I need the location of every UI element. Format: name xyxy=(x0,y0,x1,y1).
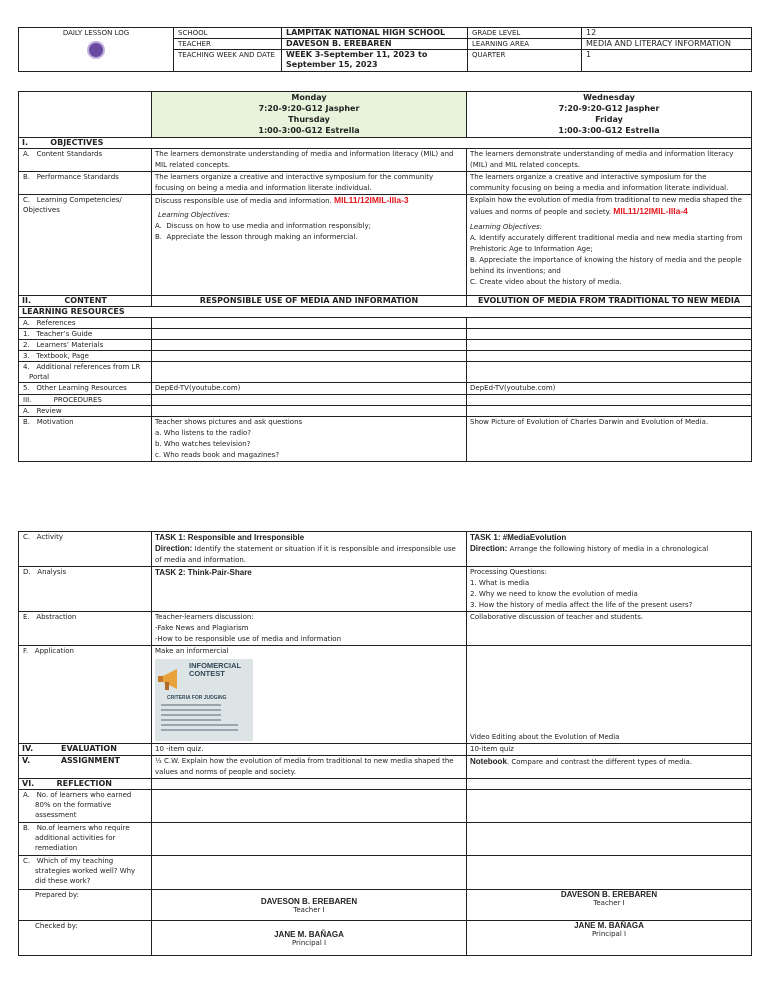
abstraction-mon-line: Teacher-learners discussion: xyxy=(155,613,254,621)
application-label: F. Application xyxy=(19,646,152,744)
other-resources-mon: DepEd-TV(youtube.com) xyxy=(152,383,467,395)
content-standards-mon: The learners demonstrate understanding of media and information literacy (MIL) and MIL related concepts. xyxy=(152,149,467,172)
assignment-wed-text: . Compare and contrast the different types of media. xyxy=(506,758,692,766)
analysis-wed-line: 2. Why we need to know the evolution of media xyxy=(470,590,638,598)
day-mon-1: Monday xyxy=(291,93,327,102)
motivation-mon-line: a. Who listens to the radio? xyxy=(155,429,252,437)
motivation-mon xyxy=(152,417,467,462)
checked-name-mon: JANE M. BAÑAGA xyxy=(274,930,344,939)
corner-cell xyxy=(19,92,152,138)
day-mon-2: Thursday xyxy=(288,115,330,124)
objective-wed-a: A. Identify accurately different traditional media and new media starting from Prehistoric Age to Information Age; xyxy=(470,234,743,253)
competencies-label: C. Learning Competencies/ Objectives xyxy=(19,195,152,296)
competency-wed-code: MIL11/12IMIL-IIIa-4 xyxy=(613,206,688,216)
day-wed-2: Friday xyxy=(595,115,623,124)
day-wed-1: Wednesday xyxy=(583,93,635,102)
analysis-wed-line: 1. What is media xyxy=(470,579,530,587)
school-label: SCHOOL xyxy=(174,28,282,39)
content-heading: II. CONTENT xyxy=(19,296,152,307)
assignment-wed-label: Notebook xyxy=(470,757,507,766)
header-table xyxy=(18,27,752,72)
area-value: MEDIA AND LITERACY INFORMATION xyxy=(582,39,752,50)
textbook-label: 3. Textbook, Page xyxy=(19,351,152,362)
activity-mon xyxy=(152,532,467,567)
area-label: LEARNING AREA xyxy=(468,39,582,50)
prepared-name-wed: DAVESON B. EREBAREN xyxy=(560,890,658,899)
deped-seal-icon xyxy=(87,41,105,59)
checked-name-wed: JANE M. BAÑAGA xyxy=(574,921,644,930)
school-value: LAMPITAK NATIONAL HIGH SCHOOL xyxy=(282,28,468,39)
analysis-wed-line: Processing Questions: xyxy=(470,568,547,576)
learning-objectives-wed: Learning Objectives: xyxy=(470,223,543,231)
quarter-label: QUARTER xyxy=(468,50,582,72)
grade-label: GRADE LEVEL xyxy=(468,28,582,39)
analysis-label: D. Analysis xyxy=(19,567,152,612)
learning-resources-heading: LEARNING RESOURCES xyxy=(19,307,752,318)
content-standards-wed: The learners demonstrate understanding of media and information literacy (MIL) and MIL related concepts. xyxy=(467,149,752,172)
evaluation-heading: IV. EVALUATION xyxy=(19,744,152,756)
activity-wed-direction-label: Direction: xyxy=(470,544,508,553)
prepared-role-mon: Teacher I xyxy=(293,906,325,914)
competencies-wed xyxy=(467,195,752,296)
megaphone-icon xyxy=(157,665,187,695)
objective-wed-b: B. Appreciate the importance of knowing the history of media and the people behind its inventions; and xyxy=(470,256,742,275)
abstraction-wed: Collaborative discussion of teacher and students. xyxy=(467,612,752,646)
reflection-heading: VI. REFLECTION xyxy=(19,779,152,790)
application-wed: Video Editing about the Evolution of Media xyxy=(467,646,752,744)
header-title-cell xyxy=(19,28,174,72)
content-standards-label: A. Content Standards xyxy=(19,149,152,172)
quarter-value: 1 xyxy=(582,50,752,72)
activity-wed xyxy=(467,532,752,567)
prepared-wed xyxy=(467,890,752,921)
infomercial-poster-image xyxy=(155,659,253,741)
analysis-mon-task: TASK 2: Think-Pair-Share xyxy=(155,568,252,577)
procedures-heading: III. PROCEDURES xyxy=(19,395,152,406)
time-wed-1: 7:20-9:20-G12 Jaspher xyxy=(558,104,660,113)
checked-wed xyxy=(467,921,752,956)
activity-wed-direction: Arrange the following history of media in a chronological xyxy=(509,545,709,553)
poster-criteria-lines xyxy=(161,701,247,734)
competency-mon-code: MIL11/12IMIL-IIIa-3 xyxy=(334,195,409,205)
performance-standards-label: B. Performance Standards xyxy=(19,172,152,195)
prepared-name-mon: DAVESON B. EREBAREN xyxy=(260,897,358,906)
time-mon-2: 1:00-3:00-G12 Estrella xyxy=(258,126,360,135)
application-mon-text: Make an informercial xyxy=(155,647,229,655)
analysis-wed xyxy=(467,567,752,612)
checked-role-wed: Principal I xyxy=(591,930,627,938)
performance-standards-wed: The learners organize a creative and interactive symposium for the community focusing on being a media and information literate individual. xyxy=(467,172,752,195)
additional-references-label: 4. Additional references from LR Portal xyxy=(19,362,152,383)
other-resources-label: 5. Other Learning Resources xyxy=(19,383,152,395)
performance-standards-mon: The learners organize a creative and interactive symposium for the community focusing on being a media and information literate individual. xyxy=(152,172,467,195)
prepared-mon xyxy=(152,890,467,921)
abstraction-mon xyxy=(152,612,467,646)
wednesday-header xyxy=(467,92,752,138)
competency-wed-text: Explain how the evolution of media from traditional to new media shaped the values and norms of people and society. xyxy=(470,196,742,216)
time-wed-2: 1:00-3:00-G12 Estrella xyxy=(558,126,660,135)
competency-mon-text: Discuss responsible use of media and information. xyxy=(155,197,332,205)
motivation-label: B. Motivation xyxy=(19,417,152,462)
objective-mon-a: A. Discuss on how to use media and information responsibly; xyxy=(155,222,371,230)
time-mon-1: 7:20-9:20-G12 Jaspher xyxy=(258,104,360,113)
header-title: DAILY LESSON LOG xyxy=(62,29,130,37)
teachers-guide-label: 1. Teacher’s Guide xyxy=(19,329,152,340)
poster-subtitle: CRITERIA FOR JUDGING xyxy=(167,695,227,701)
activity-wed-task: TASK 1: #MediaEvolution xyxy=(470,533,567,542)
checked-role-mon: Principal I xyxy=(291,939,327,947)
abstraction-mon-line: -Fake News and Plagiarism xyxy=(155,624,249,632)
abstraction-label: E. Abstraction xyxy=(19,612,152,646)
content-mon: RESPONSIBLE USE OF MEDIA AND INFORMATION xyxy=(152,296,467,307)
learners-materials-label: 2. Learners’ Materials xyxy=(19,340,152,351)
poster-title: INFOMERCIAL CONTEST xyxy=(189,661,241,678)
evaluation-mon: 10 -item quiz. xyxy=(152,744,467,756)
objectives-heading: I. OBJECTIVES xyxy=(19,138,752,149)
assignment-wed xyxy=(467,756,752,779)
learning-objectives-mon: Learning Objectives: xyxy=(158,211,231,219)
lesson-table-part2 xyxy=(18,531,752,956)
week-value: WEEK 3-September 11, 2023 to September 15, 2023 xyxy=(282,50,468,72)
reflection-c-label: C. Which of my teaching strategies worked well? Why did these work? xyxy=(19,856,152,890)
motivation-mon-line: b. Who watches television? xyxy=(155,440,251,448)
assignment-heading: V. ASSIGNMENT xyxy=(19,756,152,779)
competencies-mon xyxy=(152,195,467,296)
objective-mon-b: B. Appreciate the lesson through making an informercial. xyxy=(155,233,358,241)
lesson-table-part1 xyxy=(18,91,752,462)
grade-value: 12 xyxy=(582,28,752,39)
content-wed: EVOLUTION OF MEDIA FROM TRADITIONAL TO NEW MEDIA xyxy=(467,296,752,307)
motivation-mon-line: c. Who reads book and magazines? xyxy=(155,451,280,459)
monday-header xyxy=(152,92,467,138)
reflection-a-label: A. No. of learners who earned 80% on the formative assessment xyxy=(19,790,152,823)
analysis-mon xyxy=(152,567,467,612)
objective-wed-c: C. Create video about the history of media. xyxy=(470,278,622,286)
reflection-b-label: B. No.of learners who require additional activities for remediation xyxy=(19,823,152,856)
review-label: A. Review xyxy=(19,406,152,417)
prepared-role-wed: Teacher I xyxy=(593,899,625,907)
prepared-by-label: Prepared by: xyxy=(19,890,152,921)
analysis-wed-line: 3. How the history of media affect the life of the present users? xyxy=(470,601,693,609)
other-resources-wed: DepEd-TV(youtube.com) xyxy=(467,383,752,395)
teacher-label: TEACHER xyxy=(174,39,282,50)
assignment-mon: ½ C.W. Explain how the evolution of media from traditional to new media shaped the values and norms of people and society. xyxy=(152,756,467,779)
abstraction-mon-line: -How to be responsible use of media and information xyxy=(155,635,342,643)
evaluation-wed: 10-item quiz xyxy=(467,744,752,756)
application-mon xyxy=(152,646,467,744)
references-label: A. References xyxy=(19,318,152,329)
activity-mon-direction-label: Direction: xyxy=(155,544,193,553)
activity-label: C. Activity xyxy=(19,532,152,567)
checked-mon xyxy=(152,921,467,956)
motivation-mon-line: Teacher shows pictures and ask questions xyxy=(155,418,303,426)
activity-mon-task: TASK 1: Responsible and Irresponsible xyxy=(155,533,305,542)
checked-by-label: Checked by: xyxy=(19,921,152,956)
activity-mon-direction: Identify the statement or situation if it is responsible and irresponsible use of media and information. xyxy=(155,545,456,564)
week-label: TEACHING WEEK AND DATE xyxy=(174,50,282,72)
teacher-value: DAVESON B. EREBAREN xyxy=(282,39,468,50)
motivation-wed: Show Picture of Evolution of Charles Darwin and Evolution of Media. xyxy=(467,417,752,462)
